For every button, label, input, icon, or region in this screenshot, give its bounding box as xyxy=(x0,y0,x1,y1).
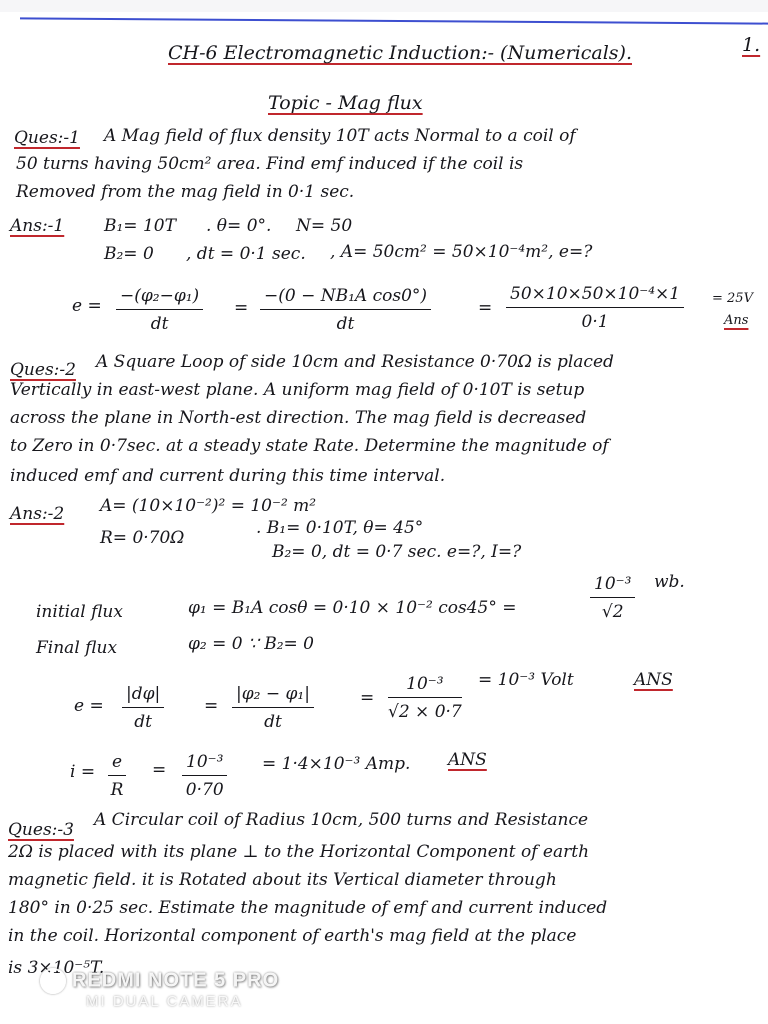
fraction-emf-numeric xyxy=(388,674,462,722)
fraction-e-over-r xyxy=(108,752,126,800)
weber-unit: wb. xyxy=(654,572,685,592)
topic-title: Topic - Mag flux xyxy=(268,92,423,114)
current-result: = 1·4×10⁻³ Amp. xyxy=(262,754,411,774)
question-2-line: across the plane in North-est direction. The mag field is decreased xyxy=(10,408,587,428)
fraction-numerator: −(0 − NB₁A cos0°) xyxy=(260,286,431,310)
answer-1-label: Ans:-1 xyxy=(10,216,65,236)
area-expression: A= (10×10⁻²)² = 10⁻² m² xyxy=(100,496,317,516)
question-2-label: Ques:-2 xyxy=(10,360,76,380)
question-1-label: Ques:-1 xyxy=(14,128,80,148)
fraction-numerator: −(φ₂−φ₁) xyxy=(116,286,203,310)
fraction-numerator: 10⁻³ xyxy=(388,674,462,698)
fraction-nba-cos xyxy=(260,286,431,334)
fraction-denominator: 0·1 xyxy=(581,312,609,332)
answer-2-label: Ans:-2 xyxy=(10,504,65,524)
fraction-numeric xyxy=(506,284,684,332)
camera-brand-icon xyxy=(40,968,66,994)
emf-answer-mark: ANS xyxy=(634,670,673,690)
current-answer-mark: ANS xyxy=(448,750,487,770)
given-b1: B₁= 10T xyxy=(104,216,176,236)
given-n: N= 50 xyxy=(296,216,353,236)
watermark-camera-line: MI DUAL CAMERA xyxy=(86,993,243,1010)
question-1-line: A Mag field of flux density 10T acts Normal to a coil of xyxy=(104,126,576,146)
fraction-denominator: dt xyxy=(336,314,355,334)
question-3-line: 180° in 0·25 sec. Estimate the magnitude of emf and current induced xyxy=(8,898,608,918)
question-3-line: magnetic field. it is Rotated about its Vertical diameter through xyxy=(8,870,557,890)
question-2-line: Vertically in east-west plane. A uniform mag field of 0·10T is setup xyxy=(10,380,585,400)
fraction-numerator: |dφ| xyxy=(122,684,164,708)
question-2-line: induced emf and current during this time interval. xyxy=(10,466,446,486)
given-b1-theta: . B₁= 0·10T, θ= 45° xyxy=(256,518,424,538)
fraction-numerator: e xyxy=(108,752,126,776)
question-1-line: 50 turns having 50cm² area. Find emf induced if the coil is xyxy=(16,154,524,174)
fraction-denominator: R xyxy=(110,780,124,800)
emf-lhs: e = xyxy=(74,696,104,716)
given-theta: . θ= 0°. xyxy=(206,216,272,236)
photo-edge xyxy=(0,0,768,12)
emf-lhs: e = xyxy=(72,296,102,316)
fraction-denominator: √2 xyxy=(601,602,624,622)
given-dt: , dt = 0·1 sec. xyxy=(186,244,306,264)
given-b2: B₂= 0 xyxy=(104,244,154,264)
resistance-value: R= 0·70Ω xyxy=(100,528,185,548)
fraction-numerator: 50×10×50×10⁻⁴×1 xyxy=(506,284,684,308)
q1-result: = 25V xyxy=(712,291,753,306)
watermark-model: REDMI NOTE 5 PRO xyxy=(72,969,280,992)
q1-answer-mark: Ans xyxy=(724,313,749,328)
current-lhs: i = xyxy=(70,762,96,782)
fraction-denominator: √2 × 0·7 xyxy=(388,702,462,722)
question-3-line: 2Ω is placed with its plane ⊥ to the Horizontal Component of earth xyxy=(8,842,590,862)
page-number: 1. xyxy=(742,34,761,56)
question-2-line: A Square Loop of side 10cm and Resistance 0·70Ω is placed xyxy=(96,352,614,372)
question-3-label: Ques:-3 xyxy=(8,820,74,840)
question-3-line: in the coil. Horizontal component of earth's mag field at the place xyxy=(8,926,577,946)
camera-watermark xyxy=(40,968,279,994)
fraction-denominator: dt xyxy=(264,712,282,732)
given-b2-dt: B₂= 0, dt = 0·7 sec. e=?, I=? xyxy=(272,542,522,562)
fraction-numerator: 10⁻³ xyxy=(590,574,635,598)
equals-sign: = xyxy=(152,760,167,780)
final-flux-label: Final flux xyxy=(36,638,118,658)
fraction-numerator: 10⁻³ xyxy=(182,752,227,776)
fraction-numerator: |φ₂ − φ₁| xyxy=(232,684,314,708)
initial-flux-label: initial flux xyxy=(36,602,123,622)
fraction-denominator: 0·70 xyxy=(185,780,224,800)
fraction-dphi-dt xyxy=(122,684,164,732)
initial-flux-expression: φ₁ = B₁A cosθ = 0·10 × 10⁻² cos45° = xyxy=(188,598,517,618)
emf-result: = 10⁻³ Volt xyxy=(478,670,574,690)
fraction-denominator: dt xyxy=(150,314,169,334)
equals-sign: = xyxy=(478,298,493,318)
question-2-line: to Zero in 0·7sec. at a steady state Rate. Determine the magnitude of xyxy=(10,436,609,456)
chapter-title: CH-6 Electromagnetic Induction:- (Numericals). xyxy=(168,42,632,64)
fraction-current-numeric xyxy=(182,752,227,800)
given-area: , A= 50cm² = 50×10⁻⁴m², e=? xyxy=(330,242,593,262)
fraction-denominator: dt xyxy=(134,712,152,732)
question-3-line: A Circular coil of Radius 10cm, 500 turns and Resistance xyxy=(94,810,589,830)
equals-sign: = xyxy=(234,298,249,318)
fraction-initial-flux xyxy=(590,574,635,622)
fraction-flux-change xyxy=(116,286,203,334)
equals-sign: = xyxy=(204,696,219,716)
final-flux-expression: φ₂ = 0 ∵ B₂= 0 xyxy=(188,634,314,654)
equals-sign: = xyxy=(360,688,375,708)
question-1-line: Removed from the mag field in 0·1 sec. xyxy=(16,182,355,202)
question-3-line: is 3×10⁻⁵T. xyxy=(8,958,105,978)
top-rule-line xyxy=(20,17,768,24)
fraction-phi-difference xyxy=(232,684,314,732)
